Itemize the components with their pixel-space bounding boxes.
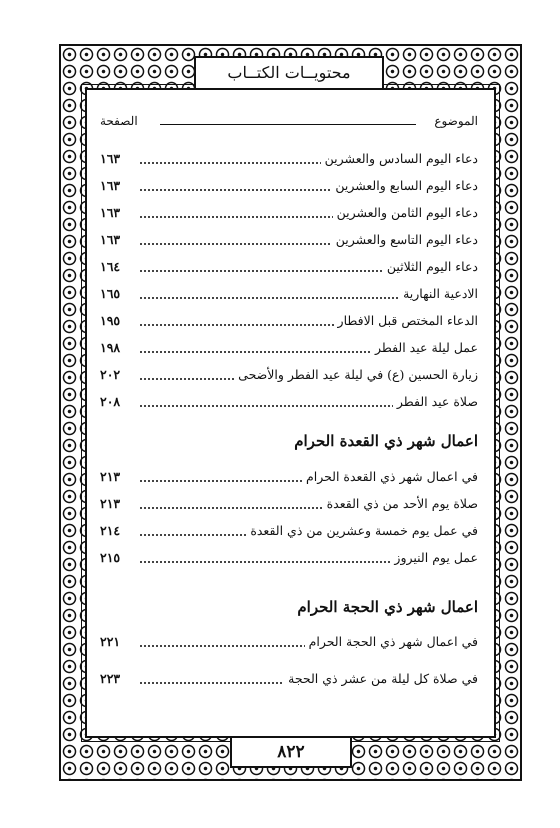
page-footer xyxy=(230,738,352,768)
entry-page: ٢١٣ xyxy=(100,493,134,515)
entry-page: ١٦٤ xyxy=(100,256,134,278)
toc-entry xyxy=(100,668,478,690)
entry-page: ٢٠٨ xyxy=(100,391,134,413)
entry-page: ١٦٣ xyxy=(100,175,134,197)
column-headings xyxy=(100,114,478,136)
heading-rule xyxy=(160,124,416,125)
entry-title: في اعمال شهر ذي القعدة الحرام xyxy=(302,466,478,488)
toc-entry xyxy=(100,631,478,653)
entry-page: ١٩٨ xyxy=(100,337,134,359)
subject-heading: الموضوع xyxy=(434,114,478,128)
entry-page: ٢٢١ xyxy=(100,631,134,653)
entry-page: ٢١٣ xyxy=(100,466,134,488)
entry-page: ١٦٣ xyxy=(100,148,134,170)
entry-title: الادعية النهارية xyxy=(399,283,478,305)
entry-title: دعاء اليوم السابع والعشرين xyxy=(331,175,478,197)
toc-entry xyxy=(100,175,478,197)
entry-page: ٢١٤ xyxy=(100,520,134,542)
entry-page: ١٦٥ xyxy=(100,283,134,305)
entry-page: ٢٢٣ xyxy=(100,668,134,690)
page-number: ٨٢٢ xyxy=(277,742,305,762)
entry-title: دعاء اليوم الثلاثين xyxy=(383,256,478,278)
entry-page: ٢٠٢ xyxy=(100,364,134,386)
entry-title: في عمل يوم خمسة وعشرين من ذي القعدة xyxy=(246,520,478,542)
entry-title: في اعمال شهر ذي الحجة الحرام xyxy=(305,631,478,653)
toc-entry xyxy=(100,547,478,569)
toc-entry xyxy=(100,520,478,542)
entry-title: دعاء اليوم التاسع والعشرين xyxy=(332,229,478,251)
entry-title: دعاء اليوم السادس والعشرين xyxy=(321,148,478,170)
page-header xyxy=(194,56,384,88)
entry-page: ١٦٣ xyxy=(100,202,134,224)
page-title: محتويــات الكتــاب xyxy=(227,63,351,82)
entry-title: الدعاء المختص قبل الافطار xyxy=(334,310,478,332)
entry-title: زيارة الحسين (ع) في ليلة عيد الفطر والأضحى xyxy=(234,364,478,386)
toc-entry xyxy=(100,337,478,359)
entry-page: ١٦٣ xyxy=(100,229,134,251)
toc-entry xyxy=(100,283,478,305)
toc-entry xyxy=(100,202,478,224)
toc-entry xyxy=(100,229,478,251)
toc-entry xyxy=(100,364,478,386)
toc-entry xyxy=(100,148,478,170)
toc-entry xyxy=(100,391,478,413)
entry-title: دعاء اليوم الثامن والعشرين xyxy=(333,202,478,224)
entry-page: ٢١٥ xyxy=(100,547,134,569)
section-heading: اعمال شهر ذي الحجة الحرام xyxy=(297,598,478,616)
entry-title: عمل ليلة عيد الفطر xyxy=(371,337,478,359)
entry-page: ١٩٥ xyxy=(100,310,134,332)
toc-entry xyxy=(100,256,478,278)
entry-title: عمل يوم النيروز xyxy=(390,547,478,569)
page-heading: الصفحة xyxy=(100,114,138,128)
toc-entry xyxy=(100,466,478,488)
entry-title: صلاة عيد الفطر xyxy=(393,391,478,413)
entry-title: صلاة يوم الأحد من ذي القعدة xyxy=(323,493,478,515)
entry-title: في صلاة كل ليلة من عشر ذي الحجة xyxy=(284,668,478,690)
section-heading: اعمال شهر ذي القعدة الحرام xyxy=(294,432,478,450)
toc-entry xyxy=(100,310,478,332)
toc-entry xyxy=(100,493,478,515)
